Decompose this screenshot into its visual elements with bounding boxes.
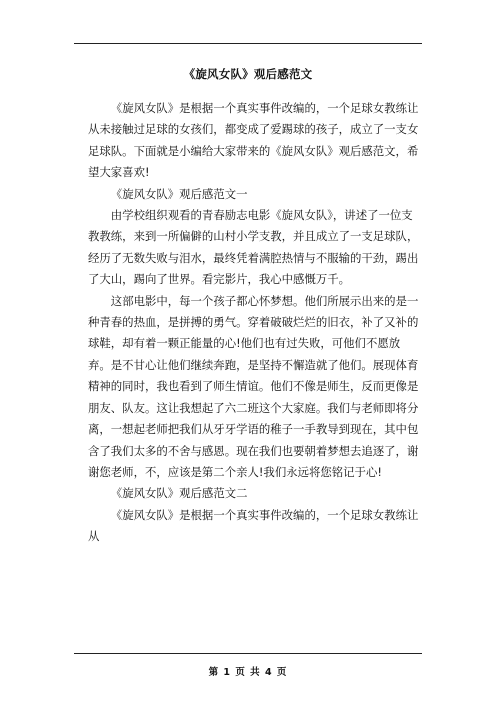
- body-paragraph: 《旋风女队》是根据一个真实事件改编的，一个足球女教练让从: [88, 507, 419, 544]
- footer-rule: [74, 653, 422, 654]
- section-heading-1: 《旋风女队》观后感范文一: [110, 186, 248, 201]
- body-paragraph: 这部电影中，每一个孩子都心怀梦想。他们所展示出来的是一种青春的热血，是拼搏的勇气。穿着破破烂烂的旧衣，补了又补的球鞋，却有着一颗正能量的心!他们也有过失败，可他们不愿放弃。是不甘心让他们继续奔跑，是坚持不懈造就了他们。展现体育精神的同时，我也看到了师生情谊。他们不像是师生，反而更像是朋友、队友。这让我想起了六二班这个大家庭。我们与老师即将分离，一想起老师把我们从牙牙学语的稚子一手教导到现在，其中包含了我们太多的不舍与感恩。现在我们也要朝着梦想去追逐了，谢谢您老师，不，应该是第二个亲人!我们永远将您铭记于心!: [88, 293, 419, 479]
- body-paragraph: 由学校组织观看的青春励志电影《旋风女队》，讲述了一位支教教练，来到一所偏僻的山村小学支教，并且成立了一支足球队，经历了无数失败与泪水，最终凭着满腔热情与不服输的干劲，踢出了大山，踢向了世界。看完影片，我心中感慨万千。: [88, 208, 419, 287]
- document-body: [88, 98, 422, 548]
- page-number: 第 1 页 共 4 页: [208, 667, 288, 678]
- page-title: 《旋风女队》观后感范文: [183, 67, 313, 81]
- section-heading-2: 《旋风女队》观后感范文二: [110, 486, 248, 501]
- header-rule: [74, 43, 422, 44]
- intro-paragraph: 《旋风女队》是根据一个真实事件改编的，一个足球女教练让从未接触过足球的女孩们，都变成了爱踢球的孩子，成立了一支女足球队。下面就是小编给大家带来的《旋风女队》观后感范文，希望大家喜欢!: [88, 101, 419, 180]
